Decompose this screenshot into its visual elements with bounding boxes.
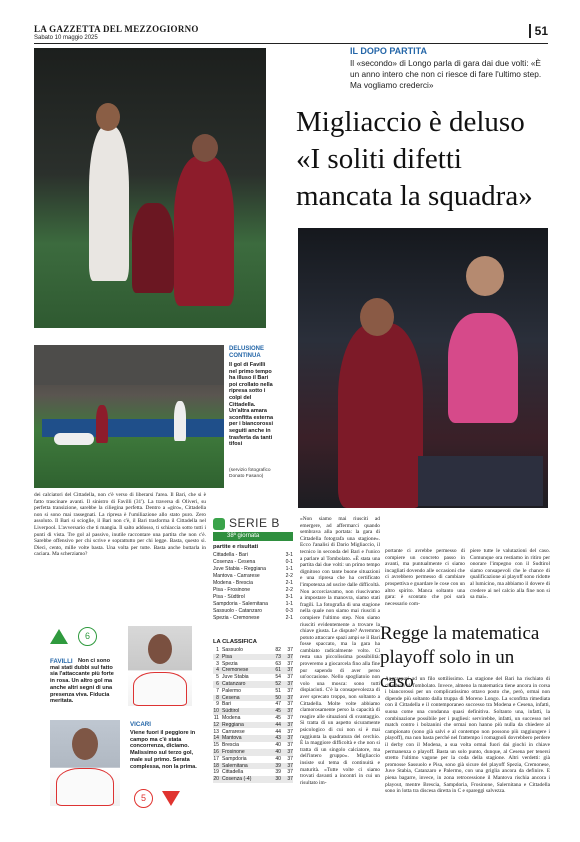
article-headline: Migliaccio è deluso «I soliti difetti mancata la squadra»	[296, 106, 533, 212]
photo-match-action	[34, 345, 224, 488]
result-row: Sassuolo - Catanzaro 0-3	[213, 608, 293, 614]
portrait-head	[72, 728, 98, 760]
standings-row: 11 Modena 45 37	[213, 715, 293, 721]
player-head	[96, 103, 120, 131]
results-title: partite e risultati	[213, 544, 259, 550]
standings-row: 20 Cosenza (-4) 30 37	[213, 776, 293, 783]
player-fallen	[54, 433, 94, 445]
caption-text: Il gol di Favilli nel primo tempo ha illuso il Bari poi crollato nella ripresa sotto i colpi del Cittadella. Un'altra amara sconfitta esterna per i biancorossi seguiti anche in trasferta da tanti tifosi	[229, 362, 274, 448]
arrow-up-icon	[50, 629, 68, 644]
result-row: Pisa - Südtirol 3-1	[213, 594, 293, 600]
secondary-headline: Regge la matematica playoff solo in un caso	[380, 623, 540, 692]
player-comment-bottom: Viene fuori il peggiore in campo ma c'è stata concorrenza, diciamo. Malissimo sul terzo gol, male sul primo. Serata complessa, non la prima.	[130, 730, 197, 770]
result-row: Cittadella - Bari 3-1	[213, 552, 293, 558]
person-head	[466, 256, 504, 296]
player-red-figure	[174, 156, 234, 306]
standings-row: 1 Sassuolo 82 37	[216, 647, 293, 653]
crowd-background	[418, 456, 543, 506]
player-red-crouch	[132, 203, 174, 293]
standings-row: 14 Mantova 43 37	[213, 735, 293, 742]
standings-row: 6 Catanzaro 52 37	[213, 681, 293, 688]
standings-row: 8 Cesena 50 37	[213, 695, 293, 702]
player-name-top: FAVILLI	[50, 658, 73, 665]
result-row: Pisa - Frosinone 2-2	[213, 587, 293, 593]
person-pink-vest	[448, 313, 518, 423]
page-number: 51	[529, 24, 548, 38]
portrait-vicari	[50, 720, 120, 806]
standings-row: 10 Südtirol 45 37	[213, 708, 293, 715]
article-column-5: Aggrappati ad un filo sottilissimo. La stagione del Bari ha rischiato di chiudersi al Tombolato. Invece, almeno la matematica tiene ancora in corsa i biancorossi per un complicatissimo ottavo posto che, però, ormai non dipende più soltanto dalla truppa di Moreno Longo. La sconfitta rimediata con il Cittadella e il contemporaneo successo tra Modena e Cesena, infatti, suona come una condanna quasi definitiva. Soltanto una, infatti, la combinazione possibile per i pugliesi: servirebbe, infatti, un successo nel match contro i bolzanini che ormai non hanno più nulla da chiedere al campionato (sono già salvi e al contempo non possono più raggiungere i playoff), ma non basta perché nel frattempo i romagnoli dovrebbero perdere il derby con il Modena, a sua volta ormai fuori dai giochi in chiave permanenza o playoff. Basta un solo punto, dunque, al Cesena per tenersi stretto l'ultimo vagone per la coda della stagione. Altri verdetti: già promosse Sassuolo e Pisa, sono già sicure del playoff Spezia, Cremonese, Juve Stabia, Catanzaro e Palermo, con una griglia ancora da definire. E piena bagarre, invece, in zona retrocessione il Mantova rischia ancora i playout, mentre Brescia, Sampdoria, Frosinone, Salernitana e Cittadella sono in lotta tra discesa diretta in C e spareggi salvezza.	[385, 676, 550, 795]
result-row: Spezia - Cremonese 2-1	[213, 615, 293, 621]
standings-row: 7 Palermo 51 37	[216, 687, 293, 694]
portrait-jersey	[56, 768, 114, 806]
standings-row: 3 Spezia 63 37	[216, 660, 293, 667]
standings-row: 9 Bari 47 37	[216, 701, 293, 708]
photo-celebration	[34, 48, 266, 328]
person-head	[360, 298, 394, 336]
article-column-2: «Non siamo mai riusciti ad emergere, ad affermarci quando sembrava alla portata: la gara di Cittadella fotografa una stagione». Ecco l'analisi di Dario Migliaccio, il tecnico in seconda del Bari e l'unico a parlare al Tombolato. «È stata una partita dai due volti: un primo tempo dignitoso con tante buone situazioni e una ripresa che ha certificato l'impotenza ad uscire dalle difficoltà. Non accorciavamo, non riuscivamo a impostare la manovra, siamo stati fragili. La fotografia di una stagione nella quale non siamo mai riusciti a compiere l'ultimo step. Non siamo riusciti evidentemente a trovare la chiave giusta. Le dispute? Avremmo potuto attaccare spazi ampi se il Bari fosse spaccato, ma la gara ha cambiato radicalmente volto. Ci resta una piccolissima possibilità: proveremo a giocarcela fino alla fine pur sapendo di aver perso un'occasione. Nello spogliatoio non volo una mosca: sono tutti dispiaciuti. C'è la consapevolezza di aver sprecato troppo, non soltanto a Cittadella. Molte volte abbiamo clamorosamente perso la capacità di reagire alle situazioni di svantaggio. Si tratta di un aspetto sicuramente psicologico di cui non si è mai raggiunta la quadratura del cerchio. È la maggiore difficoltà e che non si tratta di un singolo calciatore, ma dell'intero gruppo». Migliaccio insiste sul tema di continuità e maturità. «Tutte volte ci siamo trovati davanti a incontri in cui un risultato im-	[300, 516, 380, 786]
standings-row: 13 Carrarese 44 37	[213, 728, 293, 735]
player-comment-top: Non ci sono mai stati dubbi sul fatto sia l'attaccante più forte in rosa. Un altro gol ma anche altri segni di una presenza viva. Fiducia meritata.	[50, 658, 114, 705]
caption-title: DELUSIONE CONTINUA	[229, 346, 265, 359]
grade-bottom: 5	[134, 789, 153, 808]
standings-row: 12 Reggiana 44 37	[213, 721, 293, 728]
portrait-favilli	[128, 626, 192, 706]
player-name-bottom: VICARI	[130, 721, 151, 728]
league-name: SERIE B	[229, 516, 280, 530]
standings-title: LA CLASSIFICA	[213, 639, 257, 645]
article-column-1: dei calciatori del Cittadella, non c'è verso di liberarsi l'area. Il Bari, che si è fatto trascinare avanti. Il sinistro di Favilli (31'). La traversa di Oliveri, su perfetta transizione, sarebbe la ciliegina perfetta. Dentro a «giro», Cittadella non si sono mai rassegnati. La ripresa è l'umiliazione allo stato puro. Zero assoluto. Il Bari si scioglie, il Bari non c'è, il Bari trasforma il Cittadella nel Liverpool. L'avversario che ti mangia. Il salto addosso, ti schiaccia sotto tutti i punti di vista. Tre gol al passivo, inutile raccontare una partita che non c'è. Sarebbe offensivo per chi scrive e soprattutto per chi legge. Basta, questo sì. Dieci, cento, mille volte basta. Una volta per tutte. Basta anche buttarla in caciara. Ma scherziamo?	[34, 492, 206, 558]
caption-credit: (servizio fotografico Donato Fasano)	[229, 468, 271, 479]
result-row: Mantova - Carrarese 2-2	[213, 573, 293, 579]
player-white-figure	[89, 126, 129, 281]
person-red-shirt	[338, 323, 423, 508]
standings-row: 15 Brescia 40 37	[213, 742, 293, 749]
result-row: Juve Stabia - Reggiana 1-1	[213, 566, 293, 572]
article-column-4: piere tutte le valutazioni del caso. Comunque ora restiamo in ritiro per onorare l'impegno con il Sudtirol siamo consapevoli che le chance di qualificazione ai playoff sono ridotte al lumicino, ma abbiamo il dovere di credere ai nel calcio alla fine non si sa mai».	[470, 548, 550, 601]
standings-row: 4 Cremonese 61 37	[213, 667, 293, 674]
standings-row: 5 Juve Stabia 54 37	[216, 674, 293, 681]
standings-row: 16 Frosinone 40 37	[213, 749, 293, 755]
player-white	[174, 401, 186, 441]
grade-top: 6	[78, 627, 97, 646]
portrait-jersey	[133, 672, 187, 706]
portrait-head	[148, 634, 172, 664]
serie-b-icon	[213, 518, 225, 530]
round-label: 38ª giornata	[213, 532, 293, 541]
article-lead: Il «secondo» di Longo parla di gara dai due volti: «È un anno intero che non ci riesce di fare l'ultimo step. Ma vogliamo crederci»	[350, 58, 542, 90]
standings-row: 2 Pisa 73 37	[213, 654, 293, 661]
issue-date: Sabato 10 maggio 2025	[34, 35, 98, 41]
player-red	[96, 405, 108, 443]
article-column-3: portante ci avrebbe permesso di compiere un concreto passo in avanti, ma puntualmente ci siamo incagliati dovendo alle occasioni che ci avrebbero permesso di cambiare prospettiva e guardare le cose con un altro spirito. Manca soltanto una gara: è scontato che poi sarà necessario com-	[385, 548, 465, 607]
standings-row: 18 Salernitana 39 37	[213, 762, 293, 769]
photo-staff-celebration	[298, 228, 548, 508]
result-row: Modena - Brescia 2-1	[213, 580, 293, 586]
header-rule	[34, 43, 548, 44]
article-kicker: IL DOPO PARTITA	[350, 46, 428, 56]
result-row: Sampdoria - Salernitana 1-1	[213, 601, 293, 607]
arrow-down-icon	[162, 791, 180, 806]
result-row: Cosenza - Cesena 0-1	[213, 559, 293, 565]
newspaper-title: LA GAZZETTA DEL MEZZOGIORNO	[34, 24, 199, 34]
standings-row: 17 Sampdoria 40 37	[213, 755, 293, 762]
player-head	[192, 134, 218, 162]
stands	[34, 345, 224, 385]
standings-row: 19 Cittadella 39 37	[213, 769, 293, 776]
